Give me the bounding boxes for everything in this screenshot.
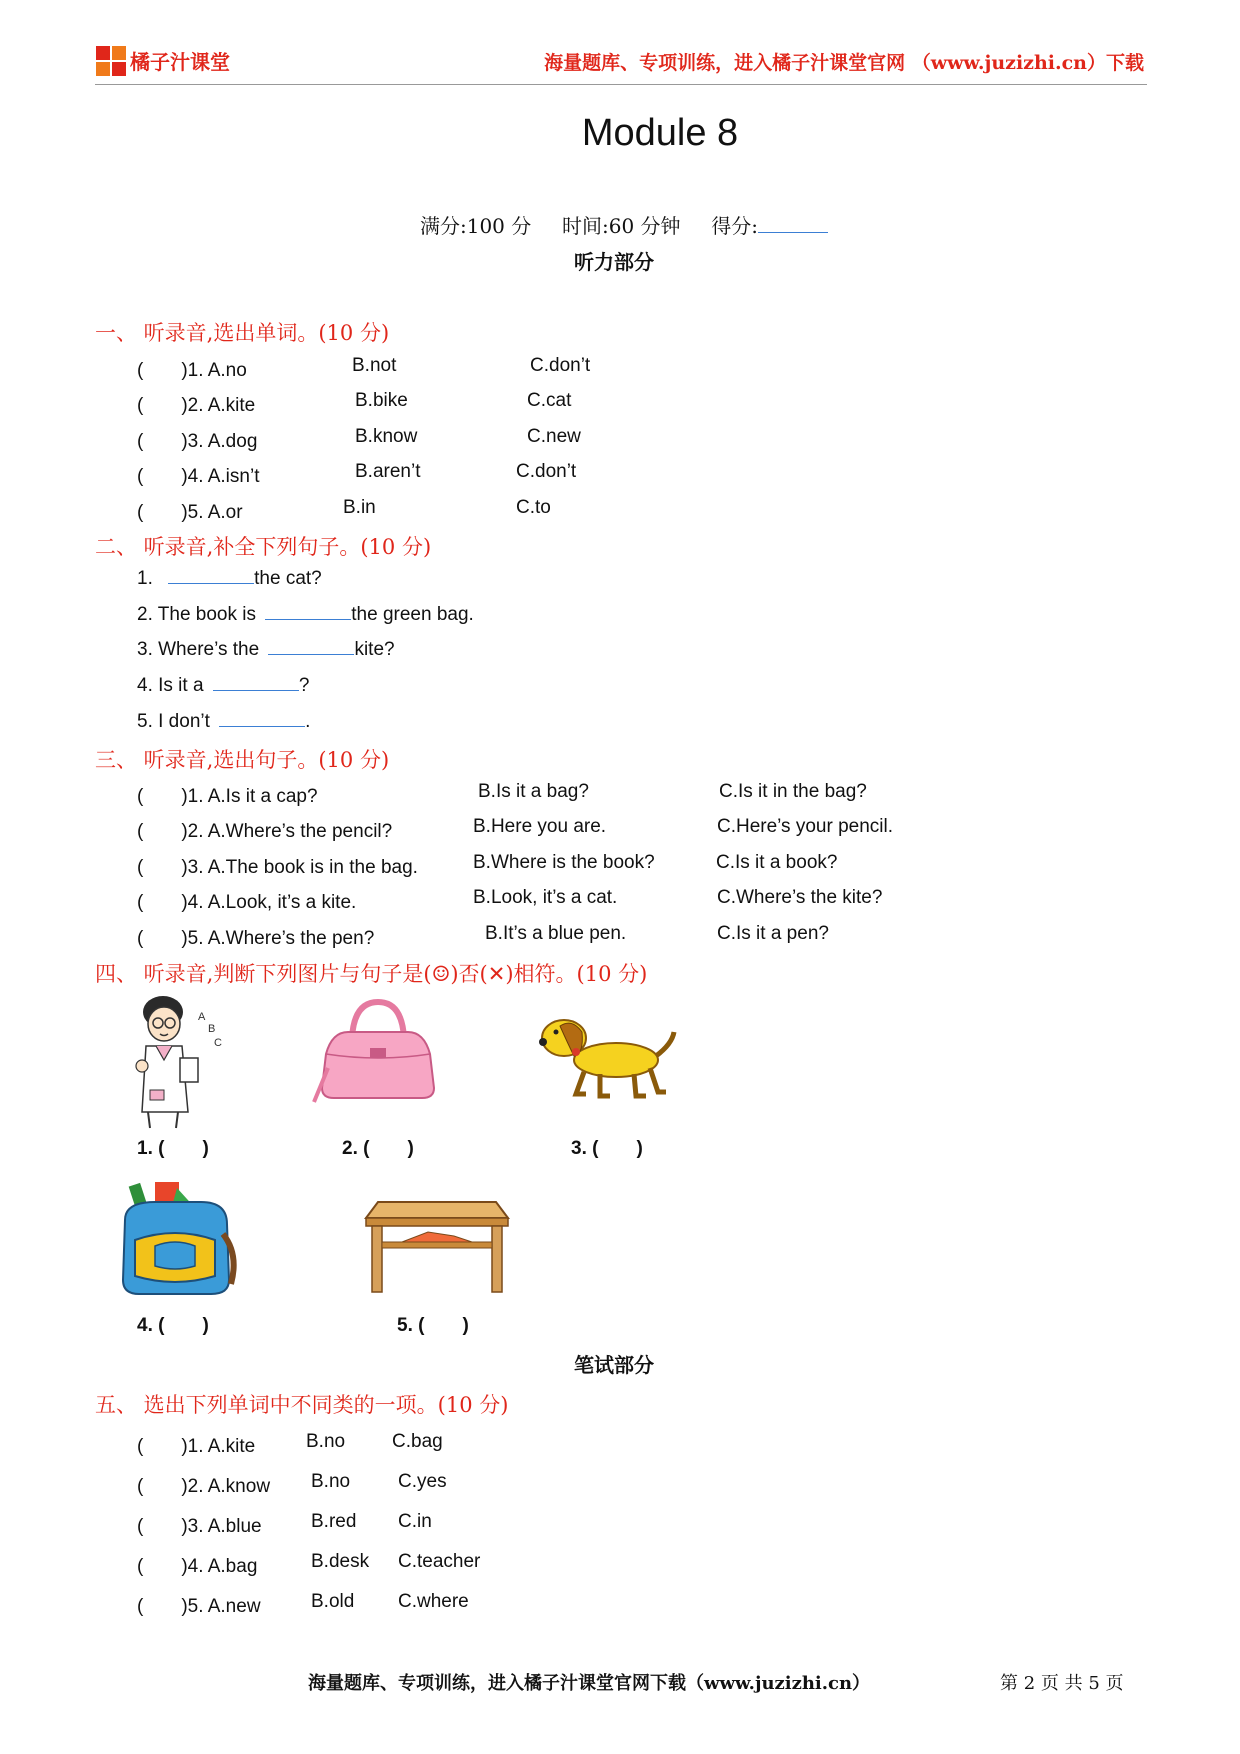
meta-time: 时间:60 分钟 [562,214,681,238]
section-1-heading: 一、 听录音,选出单词。(10 分) [95,321,390,345]
s2-q3: 3. Where’s the kite? [137,639,395,660]
s1-q3: ( )3. A.dog [137,431,258,452]
s1-q2: ( )2. A.kite [137,395,256,416]
section-4-heading: 四、 听录音,判断下列图片与句子是(☺)否(✕)相符。(10 分) [95,962,648,986]
s3-q3-b: B.Where is the book? [473,852,655,873]
s1-q4-b: B.aren’t [355,461,421,482]
s3-q4-b: B.Look, it’s a cat. [473,887,618,908]
dog-picture [538,1010,678,1102]
brand-name: 橘子汁课堂 [130,52,230,74]
s1-q5-b: B.in [343,497,376,518]
s3-q4: ( )4. A.Look, it’s a kite. [137,892,357,913]
section-3-heading: 三、 听录音,选出句子。(10 分) [95,748,390,772]
section-2-heading: 二、 听录音,补全下列句子。(10 分) [95,535,432,559]
pic-label-3[interactable]: 3. ( ) [571,1138,643,1159]
s1-q1: ( )1. A.no [137,360,247,381]
s5-q3: ( )3. A.blue [137,1516,262,1537]
s5-q4-c: C.teacher [398,1551,481,1572]
s3-q5-b: B.It’s a blue pen. [485,923,627,944]
pic-label-2[interactable]: 2. ( ) [342,1138,414,1159]
s5-q2-c: C.yes [398,1471,447,1492]
s1-q1-c: C.don’t [530,355,591,376]
s3-q2-b: B.Here you are. [473,816,607,837]
s3-q5-c: C.Is it a pen? [717,923,829,944]
s5-q5-b: B.old [311,1591,355,1612]
s5-q5-c: C.where [398,1591,469,1612]
s1-q4: ( )4. A.isn’t [137,466,260,487]
header-divider [95,84,1147,85]
pink-bag-picture [312,998,442,1108]
meta-score: 得分: [711,214,759,238]
s3-q5: ( )5. A.Where’s the pen? [137,928,375,949]
s5-q2-b: B.no [311,1471,351,1492]
s3-q1-b: B.Is it a bag? [478,781,589,802]
s2-q1: 1. the cat? [137,568,322,589]
page-number: 第 2 页 共 5 页 [1000,1673,1124,1694]
section-5-heading: 五、 选出下列单词中不同类的一项。(10 分) [95,1393,509,1417]
s1-q2-c: C.cat [527,390,572,411]
pic-label-5[interactable]: 5. ( ) [397,1315,469,1336]
s2-q4-blank[interactable] [213,690,299,691]
pic1-letter-c: C [214,1037,222,1049]
s5-q5: ( )5. A.new [137,1596,261,1617]
meta-line [420,210,828,239]
s2-q2-blank[interactable] [265,619,351,620]
s1-q3-b: B.know [355,426,418,447]
s1-q4-c: C.don’t [516,461,577,482]
backpack-picture [115,1180,240,1300]
s1-q3-c: C.new [527,426,581,447]
s2-q4: 4. Is it a ? [137,675,310,696]
s3-q1-c: C.Is it in the bag? [719,781,867,802]
s5-q1: ( )1. A.kite [137,1436,256,1457]
pic-label-1[interactable]: 1. ( ) [137,1138,209,1159]
part-listening-title: 听力部分 [574,252,654,274]
pic1-letter-a: A [198,1011,206,1023]
header-slogan[interactable]: 海量题库、专项训练，进入橘子汁课堂官网 （www.juzizhi.cn）下载 [544,52,1144,74]
s5-q1-b: B.no [306,1431,346,1452]
s5-q3-b: B.red [311,1511,357,1532]
s1-q5-c: C.to [516,497,551,518]
s2-q3-blank[interactable] [268,654,354,655]
s3-q2-c: C.Here’s your pencil. [717,816,894,837]
part-writing-title: 笔试部分 [574,1355,654,1377]
teacher-picture [128,990,228,1130]
s3-q2: ( )2. A.Where’s the pencil? [137,821,393,842]
s1-q2-b: B.bike [355,390,408,411]
s3-q3-c: C.Is it a book? [716,852,838,873]
s1-q1-b: B.not [352,355,397,376]
s1-q5: ( )5. A.or [137,502,243,523]
s5-q4: ( )4. A.bag [137,1556,258,1577]
page-title: Module 8 [581,112,739,154]
footer-text[interactable]: 海量题库、专项训练，进入橘子汁课堂官网下载（www.juzizhi.cn） [308,1673,871,1694]
pic1-letter-b: B [208,1023,216,1035]
pic-label-4[interactable]: 4. ( ) [137,1315,209,1336]
meta-full: 满分:100 分 [420,214,532,238]
s5-q3-c: C.in [398,1511,432,1532]
s5-q4-b: B.desk [311,1551,370,1572]
s2-q5-blank[interactable] [219,726,305,727]
s3-q3: ( )3. A.The book is in the bag. [137,857,418,878]
brand-logo-icon [96,46,126,76]
s2-q2: 2. The book is the green bag. [137,604,474,625]
s5-q1-c: C.bag [392,1431,443,1452]
desk-picture [362,1198,512,1294]
s3-q4-c: C.Where’s the kite? [717,887,883,908]
s5-q2: ( )2. A.know [137,1476,271,1497]
s2-q1-blank[interactable] [168,583,254,584]
score-blank[interactable] [758,232,828,233]
s2-q5: 5. I don’t . [137,711,311,732]
s3-q1: ( )1. A.Is it a cap? [137,786,318,807]
